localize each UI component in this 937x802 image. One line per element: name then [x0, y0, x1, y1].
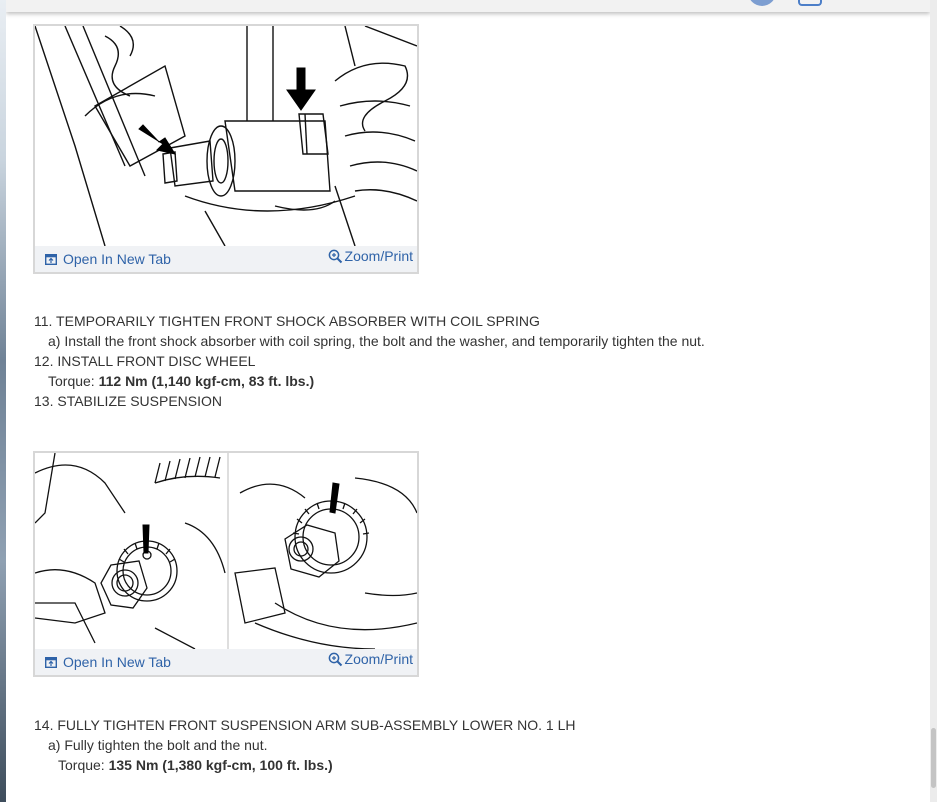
open-in-new-tab-link[interactable]: [45, 251, 171, 267]
torque-label: Torque:: [58, 757, 109, 773]
shock-absorber-illustration: [35, 26, 417, 246]
torque-gauge-illustration: [35, 453, 417, 649]
figure-toolbar: [35, 246, 417, 272]
open-tab-icon: [45, 254, 57, 265]
step-14-title: 14. FULLY TIGHTEN FRONT SUSPENSION ARM SUB-ASSEMBLY LOWER NO. 1 LH: [34, 717, 576, 733]
torque-value: 135 Nm (1,380 kgf-cm, 100 ft. lbs.): [108, 757, 333, 773]
open-in-new-tab-link[interactable]: [45, 654, 171, 670]
notification-icon[interactable]: [798, 0, 822, 6]
zoom-print-label: Zoom/Print: [344, 651, 413, 667]
zoom-icon: [328, 249, 343, 264]
page-scrollbar[interactable]: [930, 0, 937, 802]
procedure-steps-11-13: [34, 311, 705, 411]
top-toolbar: [6, 0, 930, 12]
procedure-step-14: [34, 715, 575, 775]
zoom-print-label: Zoom/Print: [344, 248, 413, 264]
figure-stabilize: [33, 451, 419, 677]
scrollbar-thumb[interactable]: [931, 728, 936, 788]
step-12-torque: [34, 371, 705, 391]
open-tab-icon: [45, 657, 57, 668]
user-avatar[interactable]: [748, 0, 776, 6]
zoom-icon: [328, 652, 343, 667]
figure-shock-absorber: [33, 24, 419, 274]
torque-value: 112 Nm (1,140 kgf-cm, 83 ft. lbs.): [98, 373, 315, 389]
step-11-a: a) Install the front shock absorber with coil spring, the bolt and the washer, and temporarily tighten the nut.: [48, 333, 705, 349]
step-12-title: 12. INSTALL FRONT DISC WHEEL: [34, 353, 256, 369]
torque-label: Torque:: [48, 373, 99, 389]
zoom-print-link[interactable]: [328, 651, 413, 667]
open-in-new-tab-label: Open In New Tab: [63, 251, 171, 267]
step-14-a: a) Fully tighten the bolt and the nut.: [48, 737, 268, 753]
zoom-print-link[interactable]: [328, 248, 413, 264]
document-page: [6, 0, 930, 802]
figure-toolbar: [35, 649, 417, 675]
open-in-new-tab-label: Open In New Tab: [63, 654, 171, 670]
step-11-title: 11. TEMPORARILY TIGHTEN FRONT SHOCK ABSORBER WITH COIL SPRING: [34, 313, 540, 329]
step-14-torque: [34, 755, 575, 775]
step-13-title: 13. STABILIZE SUSPENSION: [34, 393, 223, 409]
